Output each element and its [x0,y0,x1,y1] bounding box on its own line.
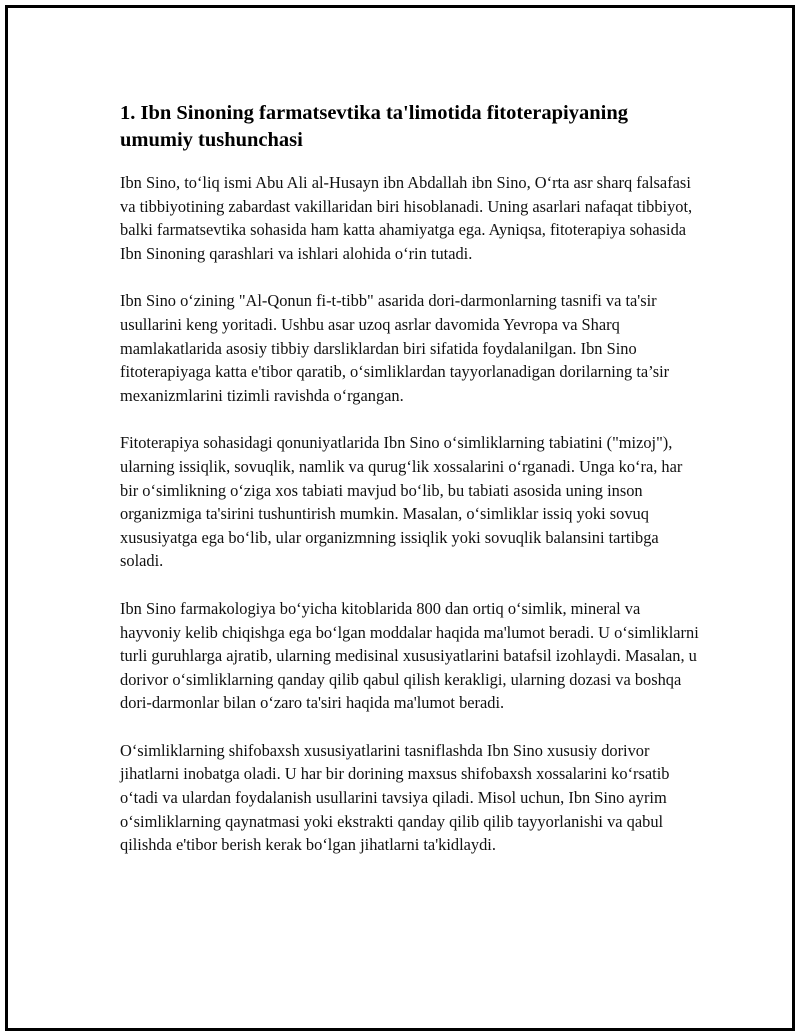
paragraph-3: Fitoterapiya sohasidagi qonuniyatlarida Ibn Sino o‘simliklarning tabiatini ("mizoj"), ularning issiqlik, sovuqlik, namlik va qurug‘lik xossalarini o‘rganadi. Unga ko‘ra, har bir o‘simlikning o‘ziga xos tabiati mavjud bo‘lib, bu tabiati asosida uning inson organizmiga ta'sirini tushuntirish mumkin. Masalan, o‘simliklar issiq yoki sovuq xususiyatga ega bo‘lib, ular organizmning issiqlik yoki sovuqlik balansini tartibga soladi. [120,433,683,571]
paragraph-2: Ibn Sino o‘zining "Al-Qonun fi-t-tibb" asarida dori-darmonlarning tasnifi va ta'sir usullarini keng yoritadi. Ushbu asar uzoq asrlar davomida Yevropa va Sharq mamlakatlarida asosiy tibbiy darsliklardan biri sifatida foydalanilgan. Ibn Sino fitoterapiyaga katta e'tibor qaratib, o‘simliklardan tayyorlanadigan dorilarning ta’sir mexanizmlarini tizimli ravishda o‘rgangan. [120,291,670,405]
document-body [120,100,700,881]
paragraph-1: Ibn Sino, to‘liq ismi Abu Ali al-Husayn ibn Abdallah ibn Sino, O‘rta asr sharq falsafasi va tibbiyotining zabardast vakillaridan biri hisoblanadi. Uning asarlari nafaqat tibbiyot, balki farmatsevtika sohasida ham katta ahamiyatga ega. Ayniqsa, fitoterapiya sohasida Ibn Sinoning qarashlari va ishlari alohida o‘rin tutadi. [120,173,693,263]
paragraph-5: O‘simliklarning shifobaxsh xususiyatlarini tasniflashda Ibn Sino xususiy dorivor jihatlarni inobatga oladi. U har bir dorining maxsus shifobaxsh xossalarini ko‘rsatib o‘tadi va ulardan foydalanish usullarini tavsiya qiladi. Misol uchun, Ibn Sino ayrim o‘simliklarning qaynatmasi yoki ekstrakti qanday qilib qilib tayyorlanishi va qabul qilishda e'tibor berish kerak bo‘lgan jihatlarni ta'kidlaydi. [120,740,670,855]
page-frame [5,5,795,1031]
paragraph-4: Ibn Sino farmakologiya bo‘yicha kitoblarida 800 dan ortiq o‘simlik, mineral va hayvoniy kelib chiqishga ega bo‘lgan moddalar haqida ma'lumot beradi. U o‘simliklarni turli guruhlarga ajratib, ularning medisinal xususiyatlarini batafsil izohlaydi. Masalan, u dorivor o‘simliklarning qanday qilib qabul qilish kerakligi, ularning dozasi va boshqa dori-darmonlar bilan o‘zaro ta'siri haqida ma'lumot beradi. [120,598,699,713]
document-title: 1. Ibn Sinoning farmatsevtika ta'limotida fitoterapiyaning umumiy tushunchasi [120,102,628,151]
